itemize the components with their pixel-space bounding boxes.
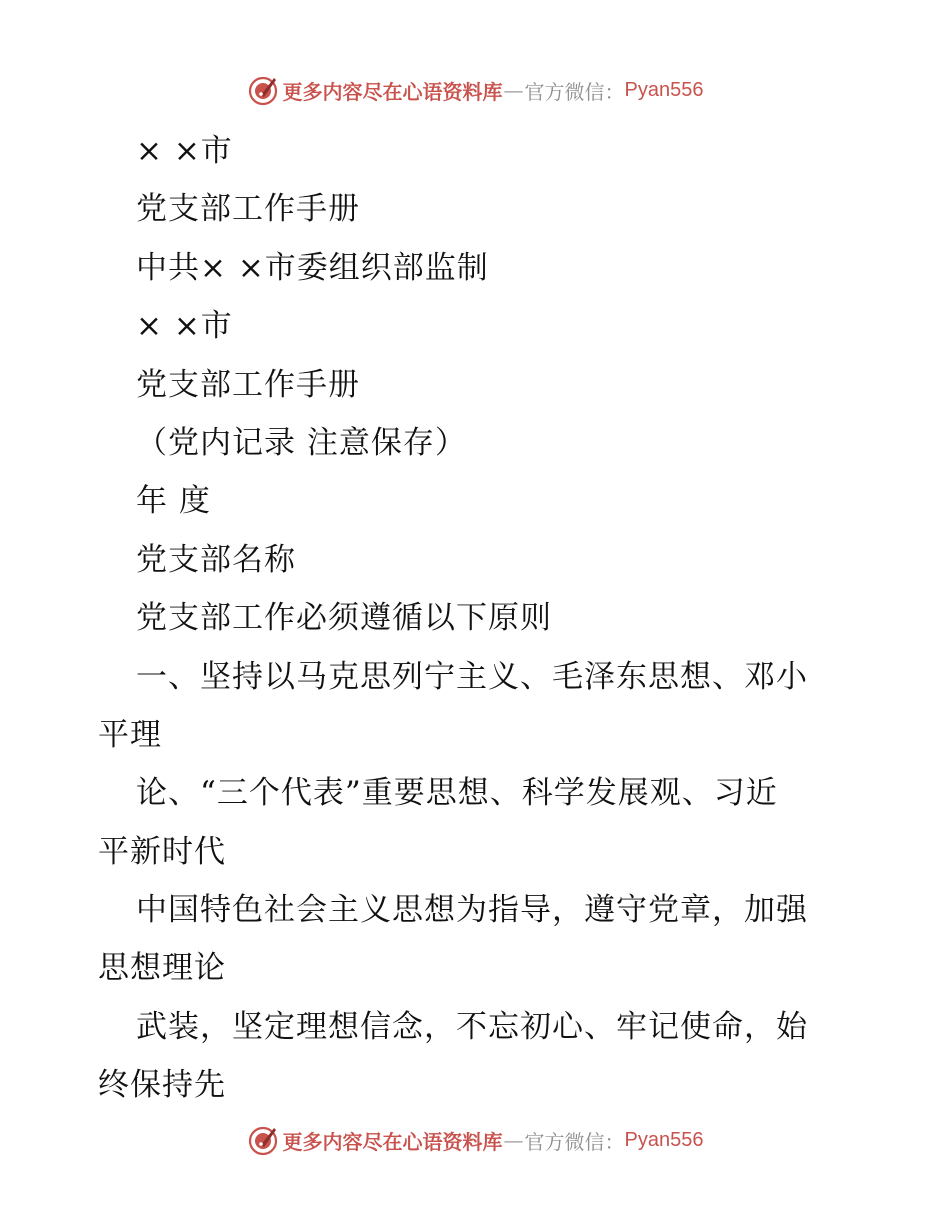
text-line: × ×市 — [136, 308, 233, 345]
header-watermark — [0, 68, 950, 112]
text-line: 论、“三个代表”重要思想、科学发展观、习近 — [136, 775, 778, 812]
watermark-label: 官方微信： — [524, 1129, 625, 1154]
text-line: 中共× ×市委组织部监制 — [136, 249, 489, 286]
pen-logo-icon — [247, 1124, 279, 1156]
text-line: 党支部工作手册 — [136, 191, 360, 228]
text-line: 年 度 — [136, 483, 211, 520]
text-line: 武装，坚定理想信念，不忘初心、牢记使命，始 — [136, 1008, 808, 1045]
watermark-text: 更多内容尽在心语资料库 — [282, 79, 503, 104]
text-line: 思想理论 — [98, 950, 226, 987]
text-line: （党内记录 注意保存） — [136, 424, 467, 461]
watermark-text: 更多内容尽在心语资料库 — [282, 1129, 503, 1154]
document-body — [98, 122, 852, 1115]
text-line: 党支部名称 — [136, 541, 296, 578]
watermark-wechat-id: Pyan556 — [624, 1128, 704, 1151]
text-line: 平新时代 — [98, 833, 226, 870]
text-line: 一、坚持以马克思列宁主义、毛泽东思想、邓小 — [136, 658, 808, 695]
footer-watermark — [0, 1118, 950, 1162]
text-line: 党支部工作必须遵循以下原则 — [136, 600, 552, 637]
text-line: 终保持先 — [98, 1067, 226, 1104]
watermark-wechat-id: Pyan556 — [624, 78, 704, 101]
pen-logo-icon — [247, 74, 279, 106]
text-line: 党支部工作手册 — [136, 366, 360, 403]
text-line: × ×市 — [136, 133, 233, 169]
text-line: 平理 — [98, 716, 162, 753]
watermark-separator: — — [503, 1128, 524, 1152]
text-line: 中国特色社会主义思想为指导，遵守党章，加强 — [136, 892, 808, 929]
watermark-separator: — — [503, 78, 524, 102]
watermark-label: 官方微信： — [524, 79, 625, 104]
